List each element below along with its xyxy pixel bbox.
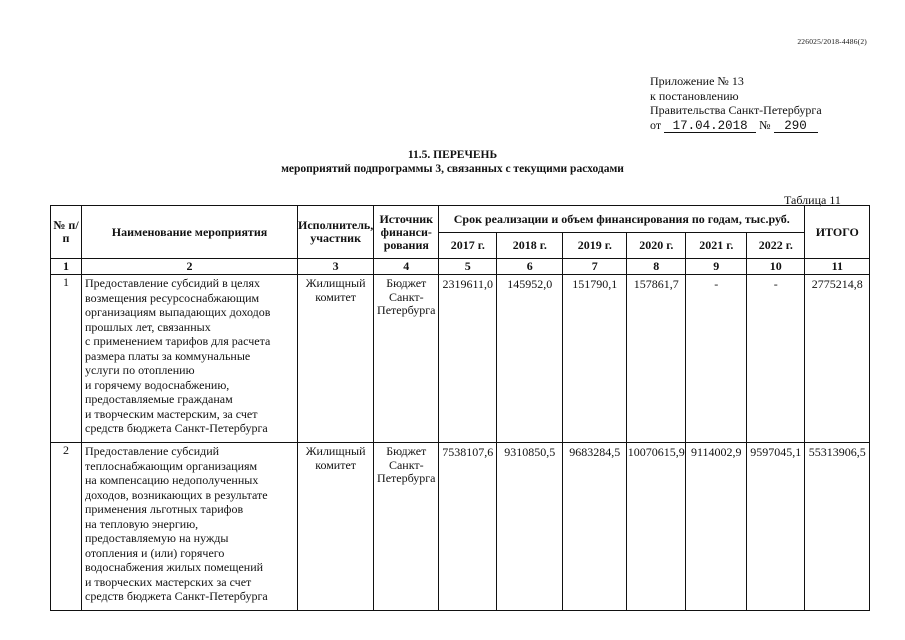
row-name-line: применения льготных тарифов [85, 502, 244, 516]
row-name-line: Предоставление субсидий [85, 444, 220, 458]
title-line-2: мероприятий подпрограммы 3, связанных с текущими расходами [281, 163, 624, 175]
date-prefix: от [650, 117, 662, 132]
row-name-line: организациям выпадающих доходов [85, 305, 271, 319]
row-name-line: возмещения ресурсоснабжающим [85, 290, 260, 305]
measures-table [50, 205, 870, 611]
row-name-line: теплоснабжающим организациям [85, 458, 258, 473]
header-year: 2021 г. [686, 233, 747, 259]
row-total: 2775214,8 [805, 275, 870, 443]
row-name [82, 443, 298, 611]
column-number: 6 [497, 259, 563, 275]
column-number: 4 [374, 259, 439, 275]
header-period: Срок реализации и объем финансирования по годам, тыс.руб. [439, 206, 805, 233]
column-number: 10 [747, 259, 805, 275]
row-name-line: и горячему водоснабжению, [85, 377, 230, 392]
header-executor: Исполнитель, участник [298, 206, 374, 259]
row-value: - [686, 275, 747, 443]
table-row [51, 443, 870, 611]
row-name-line: услуги по отоплению [85, 363, 195, 377]
column-number: 11 [805, 259, 870, 275]
header-num: № п/п [51, 206, 82, 259]
row-name-line: доходов, возникающих в результате [85, 487, 268, 502]
row-name-line: на тепловую энергию, [85, 516, 199, 531]
column-number: 3 [298, 259, 374, 275]
header-name: Наименование мероприятия [82, 206, 298, 259]
page-title [0, 148, 905, 176]
row-name-line: размера платы за коммунальные [85, 348, 251, 363]
header-year: 2018 г. [497, 233, 563, 259]
row-value: 9114002,9 [686, 443, 747, 611]
row-source: Бюджет Санкт-Петербурга [374, 443, 439, 611]
row-value: 7538107,6 [439, 443, 497, 611]
row-value: 10070615,9 [627, 443, 686, 611]
row-name-line: с применением тарифов для расчета [85, 334, 271, 348]
row-name-line: предоставляемые гражданам [85, 392, 233, 406]
appendix-date-line [650, 118, 822, 133]
row-name [82, 275, 298, 443]
title-line-1: 11.5. ПЕРЕЧЕНЬ [407, 149, 498, 161]
row-executor: Жилищный комитет [298, 443, 374, 611]
row-name-line: водоснабжения жилых помещений [85, 560, 264, 574]
row-num: 1 [51, 275, 82, 443]
number-prefix: № [759, 117, 771, 132]
row-name-line: средств бюджета Санкт-Петербурга [85, 421, 268, 435]
table-row [51, 275, 870, 443]
row-executor: Жилищный комитет [298, 275, 374, 443]
row-name-line: отопления и (или) горячего [85, 545, 225, 560]
column-number: 5 [439, 259, 497, 275]
row-name-line: средств бюджета Санкт-Петербурга [85, 589, 268, 603]
column-number: 7 [563, 259, 627, 275]
row-value: - [747, 275, 805, 443]
column-number: 1 [51, 259, 82, 275]
header-year: 2019 г. [563, 233, 627, 259]
row-num: 2 [51, 443, 82, 611]
row-name-line: и творческих мастерских за счет [85, 574, 252, 589]
header-total: ИТОГО [805, 206, 870, 259]
header-year: 2020 г. [627, 233, 686, 259]
row-total: 55313906,5 [805, 443, 870, 611]
decree-number: 290 [774, 120, 818, 133]
row-value: 145952,0 [497, 275, 563, 443]
row-name-line: и творческим мастерским, за счет [85, 406, 258, 421]
appendix-line-2: к постановлению [650, 88, 739, 103]
column-number: 2 [82, 259, 298, 275]
row-name-line: прошлых лет, связанных [85, 319, 211, 334]
appendix-line-1: Приложение № 13 [650, 74, 744, 88]
row-value: 9310850,5 [497, 443, 563, 611]
table-label: Таблица 11 [784, 193, 841, 207]
header-year: 2017 г. [439, 233, 497, 259]
row-value: 2319611,0 [439, 275, 497, 443]
header-source: Источник финанси-рования [374, 206, 439, 259]
row-value: 157861,7 [627, 275, 686, 443]
row-name-line: предоставляемую на нужды [85, 531, 229, 545]
appendix-block [650, 74, 822, 133]
row-name-line: Предоставление субсидий в целях [85, 276, 261, 290]
column-number-row [51, 259, 870, 275]
column-number: 8 [627, 259, 686, 275]
header-year: 2022 г. [747, 233, 805, 259]
row-value: 151790,1 [563, 275, 627, 443]
column-number: 9 [686, 259, 747, 275]
document-number: 226025/2018-4486(2) [797, 37, 867, 46]
row-value: 9683284,5 [563, 443, 627, 611]
row-name-line: на компенсацию недополученных [85, 473, 259, 487]
row-value: 9597045,1 [747, 443, 805, 611]
appendix-line-3: Правительства Санкт-Петербурга [650, 103, 822, 117]
row-source: Бюджет Санкт-Петербурга [374, 275, 439, 443]
decree-date: 17.04.2018 [664, 120, 756, 133]
